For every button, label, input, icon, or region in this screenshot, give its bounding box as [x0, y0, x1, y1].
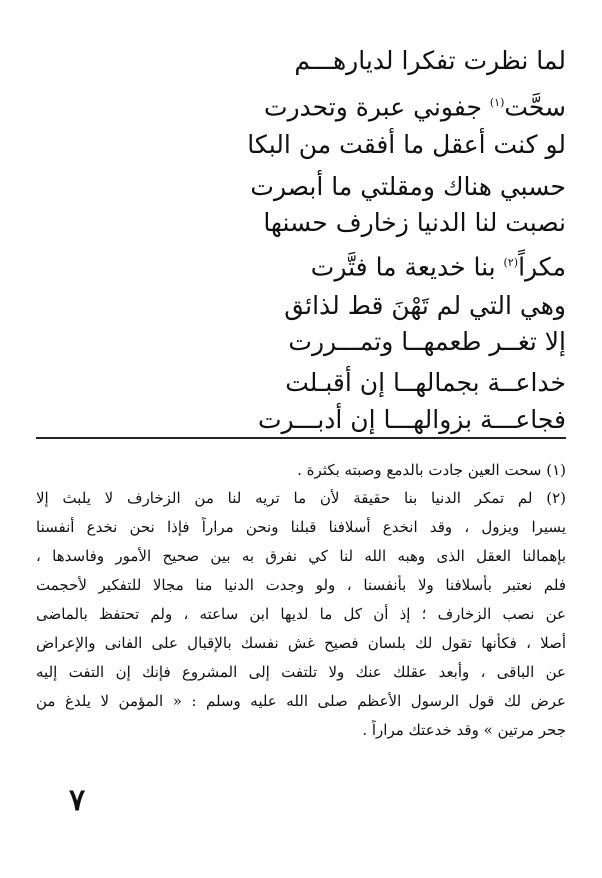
footnote-2-line-3: بإهمالنا العقل الذى وهبه الله لنا كي نفرق به بين صحيح الأمور وفاسدها ،	[36, 547, 566, 565]
footnote-separator	[36, 437, 566, 439]
footnote-2-line-6: أصلا ، فكأنها تقول لك بلسان فصيح غش نفسك بالإقبال على الفانى والإعراض	[36, 634, 566, 652]
page-number: ٧	[69, 783, 86, 818]
verse-line-6	[66, 246, 566, 280]
footnote-2-line-8: عرض لك قول الرسول الأعظم صلى الله عليه وسلم : « المؤمن لا يلدغ من	[36, 692, 566, 710]
verse-line-2	[66, 86, 566, 120]
footnote-marker-2: (٢)	[503, 256, 519, 269]
verse-line-3: لو كنت أعقل ما أفقت من البكا	[247, 130, 566, 159]
verse-line-5: نصبت لنا الدنيا زخارف حسنها	[263, 208, 566, 237]
verse-line-7: وهي التي لم تَهْنَ قط لذائق	[284, 291, 566, 320]
verse-line-1: لما نظرت تفكرا لديارهـــم	[294, 46, 566, 75]
footnote-2-line-4: فلم نعتبر بأسلافنا ولا بأنفسنا ، ولو وجدت الدنيا منا مجالا للتفكير لأحجمت	[36, 576, 566, 594]
verse-line-9: خداعــة بجمالهــا إن أقبـلت	[285, 368, 566, 397]
verse-line-4: حسبي هناك ومقلتي ما أبصرت	[250, 172, 566, 201]
verse-text: جفوني عبرة وتحدرت	[263, 92, 490, 122]
footnote-1: (١) سحت العين جادت بالدمع وصبته بكثرة .	[297, 461, 566, 479]
verse-line-10: فجاعـــة بزوالهـــا إن أدبـــرت	[258, 405, 566, 434]
footnote-marker-1: (١)	[489, 96, 505, 109]
verse-text: بنا خديعة ما فتَّرت	[310, 252, 504, 282]
footnote-2-line-1: (٢) لم تمكر الدنيا بنا حقيقة لأن ما تريه لنا من الزخارف لا يلبث إلا	[36, 489, 566, 507]
footnote-2-line-7: عن الباقى ، وأبعد عقلك عنك ولا تلتفت إلى المشروع فإنك إن التفت إليه	[36, 663, 566, 681]
footnote-2-line-9: جحر مرتين » وقد خدعتك مراراً .	[362, 721, 566, 739]
verse-line-8: إلا تغــر طعمهــا وتمـــررت	[288, 327, 566, 356]
footnote-2-line-5: عن نصب الزخارف ؛ إذ أن كل ما لديها ابن ساعته ، ولم تحتفظ بالماضى	[36, 605, 566, 623]
verse-word: مكراً	[518, 252, 566, 282]
verse-word: سحَّت	[504, 92, 566, 122]
footnote-2-line-2: يسيرا ويزول ، وقد انخدع أسلافنا قبلنا ونحن مراراً فإذا نحن نخدع أنفسنا	[36, 518, 566, 536]
